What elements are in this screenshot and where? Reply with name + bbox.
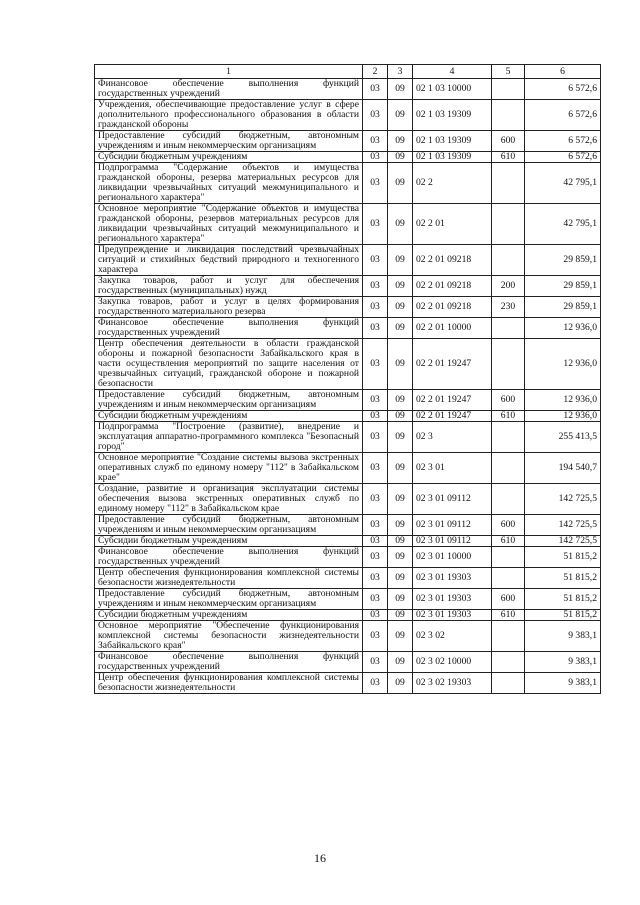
table-row bbox=[95, 131, 601, 152]
row-subsection-code: 09 bbox=[388, 390, 413, 411]
row-expense-type-code bbox=[492, 547, 525, 568]
table-row bbox=[95, 621, 601, 652]
row-section-code: 03 bbox=[363, 276, 388, 297]
row-name: Финансовое обеспечение выполнения функций государственных учреждений bbox=[95, 318, 363, 339]
row-section-code: 03 bbox=[363, 515, 388, 536]
row-subsection-code: 09 bbox=[388, 411, 413, 422]
row-expense-type-code: 600 bbox=[492, 390, 525, 411]
row-name: Субсидии бюджетным учреждениям bbox=[95, 610, 363, 621]
row-section-code: 03 bbox=[363, 339, 388, 390]
row-section-code: 03 bbox=[363, 204, 388, 245]
table-row bbox=[95, 568, 601, 589]
row-name: Закупка товаров, работ и услуг для обеспечения государственных (муниципальных) нужд bbox=[95, 276, 363, 297]
row-expense-type-code: 610 bbox=[492, 536, 525, 547]
row-expense-type-code bbox=[492, 100, 525, 131]
row-name: Финансовое обеспечение выполнения функций государственных учреждений bbox=[95, 79, 363, 100]
row-subsection-code: 09 bbox=[388, 453, 413, 484]
table-row bbox=[95, 245, 601, 276]
row-target-article-code: 02 1 03 10000 bbox=[413, 79, 492, 100]
row-target-article-code: 02 3 01 bbox=[413, 453, 492, 484]
row-name: Создание, развитие и организация эксплуатации системы обеспечения вызова экстренных оперативных служб по единому номеру "112" в Забайкальском крае bbox=[95, 484, 363, 515]
row-subsection-code: 09 bbox=[388, 673, 413, 694]
row-target-article-code: 02 2 01 19247 bbox=[413, 339, 492, 390]
row-amount: 194 540,7 bbox=[525, 453, 601, 484]
row-section-code: 03 bbox=[363, 163, 388, 204]
row-subsection-code: 09 bbox=[388, 589, 413, 610]
row-subsection-code: 09 bbox=[388, 245, 413, 276]
row-target-article-code: 02 2 01 09218 bbox=[413, 276, 492, 297]
row-section-code: 03 bbox=[363, 536, 388, 547]
row-amount: 29 859,1 bbox=[525, 276, 601, 297]
row-amount: 12 936,0 bbox=[525, 318, 601, 339]
row-expense-type-code bbox=[492, 163, 525, 204]
row-name: Учреждения, обеспечивающие предоставление услуг в сфере дополнительного профессионального образования в области гражданской обороны bbox=[95, 100, 363, 131]
table-row bbox=[95, 652, 601, 673]
row-subsection-code: 09 bbox=[388, 79, 413, 100]
row-target-article-code: 02 3 01 10000 bbox=[413, 547, 492, 568]
row-name: Центр обеспечения функционирования комплексной системы безопасности жизнедеятельности bbox=[95, 673, 363, 694]
table-row bbox=[95, 100, 601, 131]
table-row bbox=[95, 589, 601, 610]
row-subsection-code: 09 bbox=[388, 152, 413, 163]
row-name: Финансовое обеспечение выполнения функций государственных учреждений bbox=[95, 652, 363, 673]
row-expense-type-code bbox=[492, 245, 525, 276]
row-subsection-code: 09 bbox=[388, 422, 413, 453]
row-expense-type-code: 610 bbox=[492, 610, 525, 621]
row-target-article-code: 02 3 02 19303 bbox=[413, 673, 492, 694]
row-target-article-code: 02 1 03 19309 bbox=[413, 152, 492, 163]
row-amount: 142 725,5 bbox=[525, 515, 601, 536]
row-target-article-code: 02 2 01 19247 bbox=[413, 411, 492, 422]
table-row bbox=[95, 204, 601, 245]
row-expense-type-code bbox=[492, 568, 525, 589]
table-row bbox=[95, 79, 601, 100]
table-row bbox=[95, 484, 601, 515]
row-target-article-code: 02 2 01 bbox=[413, 204, 492, 245]
row-expense-type-code bbox=[492, 621, 525, 652]
table-row bbox=[95, 390, 601, 411]
row-name: Подпрограмма "Построение (развитие), внедрение и эксплуатация аппаратно-программного комплекса "Безопасный город" bbox=[95, 422, 363, 453]
header-col-2: 2 bbox=[363, 65, 388, 79]
header-col-4: 4 bbox=[413, 65, 492, 79]
row-subsection-code: 09 bbox=[388, 621, 413, 652]
table-row bbox=[95, 610, 601, 621]
row-target-article-code: 02 2 bbox=[413, 163, 492, 204]
table-row bbox=[95, 422, 601, 453]
row-amount: 12 936,0 bbox=[525, 411, 601, 422]
row-section-code: 03 bbox=[363, 152, 388, 163]
row-section-code: 03 bbox=[363, 453, 388, 484]
row-name: Закупка товаров, работ и услуг в целях формирования государственного материального резерва bbox=[95, 297, 363, 318]
row-expense-type-code bbox=[492, 453, 525, 484]
row-target-article-code: 02 3 01 19303 bbox=[413, 610, 492, 621]
row-amount: 255 413,5 bbox=[525, 422, 601, 453]
table-row bbox=[95, 318, 601, 339]
row-amount: 12 936,0 bbox=[525, 339, 601, 390]
table-row bbox=[95, 453, 601, 484]
row-expense-type-code: 600 bbox=[492, 515, 525, 536]
row-expense-type-code bbox=[492, 673, 525, 694]
row-target-article-code: 02 3 01 09112 bbox=[413, 484, 492, 515]
row-subsection-code: 09 bbox=[388, 339, 413, 390]
row-amount: 51 815,2 bbox=[525, 568, 601, 589]
row-name: Основное мероприятие "Содержание объектов и имущества гражданской обороны, резервов материальных ресурсов для ликвидации чрезвычайных ситуаций межмуниципального и регионального характера" bbox=[95, 204, 363, 245]
table-body bbox=[95, 79, 601, 694]
row-expense-type-code: 230 bbox=[492, 297, 525, 318]
row-subsection-code: 09 bbox=[388, 163, 413, 204]
row-amount: 9 383,1 bbox=[525, 621, 601, 652]
row-expense-type-code bbox=[492, 422, 525, 453]
row-target-article-code: 02 3 01 09112 bbox=[413, 515, 492, 536]
row-expense-type-code: 600 bbox=[492, 589, 525, 610]
table-row bbox=[95, 536, 601, 547]
row-amount: 51 815,2 bbox=[525, 589, 601, 610]
row-name: Предоставление субсидий бюджетным, автономным учреждениям и иным некоммерческим организациям bbox=[95, 589, 363, 610]
row-section-code: 03 bbox=[363, 652, 388, 673]
table-row bbox=[95, 163, 601, 204]
row-amount: 42 795,1 bbox=[525, 204, 601, 245]
row-section-code: 03 bbox=[363, 568, 388, 589]
row-target-article-code: 02 3 bbox=[413, 422, 492, 453]
row-section-code: 03 bbox=[363, 100, 388, 131]
row-subsection-code: 09 bbox=[388, 100, 413, 131]
row-section-code: 03 bbox=[363, 422, 388, 453]
row-target-article-code: 02 3 01 09112 bbox=[413, 536, 492, 547]
row-section-code: 03 bbox=[363, 547, 388, 568]
row-section-code: 03 bbox=[363, 673, 388, 694]
row-section-code: 03 bbox=[363, 484, 388, 515]
row-expense-type-code bbox=[492, 204, 525, 245]
row-subsection-code: 09 bbox=[388, 297, 413, 318]
table-row bbox=[95, 673, 601, 694]
row-amount: 29 859,1 bbox=[525, 245, 601, 276]
row-subsection-code: 09 bbox=[388, 131, 413, 152]
table-row bbox=[95, 515, 601, 536]
row-name: Финансовое обеспечение выполнения функций государственных учреждений bbox=[95, 547, 363, 568]
row-target-article-code: 02 2 01 09218 bbox=[413, 245, 492, 276]
table-row bbox=[95, 276, 601, 297]
row-subsection-code: 09 bbox=[388, 568, 413, 589]
table-row bbox=[95, 297, 601, 318]
row-expense-type-code bbox=[492, 339, 525, 390]
row-subsection-code: 09 bbox=[388, 318, 413, 339]
page-number: 16 bbox=[314, 851, 326, 865]
header-col-6: 6 bbox=[525, 65, 601, 79]
row-target-article-code: 02 2 01 19247 bbox=[413, 390, 492, 411]
row-section-code: 03 bbox=[363, 245, 388, 276]
row-target-article-code: 02 2 01 09218 bbox=[413, 297, 492, 318]
row-target-article-code: 02 1 03 19309 bbox=[413, 100, 492, 131]
row-expense-type-code: 610 bbox=[492, 152, 525, 163]
row-subsection-code: 09 bbox=[388, 536, 413, 547]
table-row bbox=[95, 411, 601, 422]
row-section-code: 03 bbox=[363, 411, 388, 422]
row-amount: 9 383,1 bbox=[525, 673, 601, 694]
row-name: Предоставление субсидий бюджетным, автономным учреждениям и иным некоммерческим организациям bbox=[95, 390, 363, 411]
row-expense-type-code bbox=[492, 652, 525, 673]
row-name: Основное мероприятие "Создание системы вызова экстренных оперативных служб по единому номеру "112" в Забайкальском крае" bbox=[95, 453, 363, 484]
row-amount: 9 383,1 bbox=[525, 652, 601, 673]
row-amount: 29 859,1 bbox=[525, 297, 601, 318]
row-target-article-code: 02 3 02 bbox=[413, 621, 492, 652]
row-target-article-code: 02 3 02 10000 bbox=[413, 652, 492, 673]
row-subsection-code: 09 bbox=[388, 204, 413, 245]
row-name: Субсидии бюджетным учреждениям bbox=[95, 411, 363, 422]
row-name: Основное мероприятие "Обеспечение функционирования комплексной системы безопасности жизнедеятельности Забайкальского края" bbox=[95, 621, 363, 652]
row-section-code: 03 bbox=[363, 390, 388, 411]
row-expense-type-code: 200 bbox=[492, 276, 525, 297]
row-section-code: 03 bbox=[363, 131, 388, 152]
row-name: Предоставление субсидий бюджетным, автономным учреждениям и иным некоммерческим организациям bbox=[95, 515, 363, 536]
row-target-article-code: 02 2 01 10000 bbox=[413, 318, 492, 339]
row-name: Подпрограмма "Содержание объектов и имущества гражданской обороны, резерва материальных ресурсов для ликвидации чрезвычайных ситуаций межмуниципального и регионального характера" bbox=[95, 163, 363, 204]
row-subsection-code: 09 bbox=[388, 547, 413, 568]
row-name: Центр обеспечения деятельности в области гражданской обороны и пожарной безопасности Забайкальского края в части осуществления мероприятий по защите населения от чрезвычайных ситуаций, гражданской обороне и пожарной безопасности bbox=[95, 339, 363, 390]
header-col-5: 5 bbox=[492, 65, 525, 79]
row-name: Предупреждение и ликвидация последствий чрезвычайных ситуаций и стихийных бедствий природного и техногенного характера bbox=[95, 245, 363, 276]
row-amount: 6 572,6 bbox=[525, 79, 601, 100]
header-col-1: 1 bbox=[95, 65, 363, 79]
row-section-code: 03 bbox=[363, 79, 388, 100]
row-amount: 42 795,1 bbox=[525, 163, 601, 204]
row-section-code: 03 bbox=[363, 589, 388, 610]
row-expense-type-code bbox=[492, 79, 525, 100]
row-target-article-code: 02 3 01 19303 bbox=[413, 568, 492, 589]
row-target-article-code: 02 1 03 19309 bbox=[413, 131, 492, 152]
row-section-code: 03 bbox=[363, 297, 388, 318]
row-amount: 12 936,0 bbox=[525, 390, 601, 411]
header-col-3: 3 bbox=[388, 65, 413, 79]
row-name: Центр обеспечения функционирования комплексной системы безопасности жизнедеятельности bbox=[95, 568, 363, 589]
row-expense-type-code bbox=[492, 318, 525, 339]
row-expense-type-code bbox=[492, 484, 525, 515]
row-name: Субсидии бюджетным учреждениям bbox=[95, 536, 363, 547]
row-amount: 6 572,6 bbox=[525, 100, 601, 131]
table-row bbox=[95, 152, 601, 163]
table-row bbox=[95, 547, 601, 568]
row-subsection-code: 09 bbox=[388, 652, 413, 673]
row-amount: 51 815,2 bbox=[525, 547, 601, 568]
table-header-row bbox=[95, 65, 601, 79]
row-expense-type-code: 600 bbox=[492, 131, 525, 152]
row-amount: 142 725,5 bbox=[525, 484, 601, 515]
row-amount: 142 725,5 bbox=[525, 536, 601, 547]
row-amount: 6 572,6 bbox=[525, 131, 601, 152]
row-section-code: 03 bbox=[363, 610, 388, 621]
row-target-article-code: 02 3 01 19303 bbox=[413, 589, 492, 610]
row-name: Субсидии бюджетным учреждениям bbox=[95, 152, 363, 163]
row-subsection-code: 09 bbox=[388, 610, 413, 621]
row-name: Предоставление субсидий бюджетным, автономным учреждениям и иным некоммерческим организациям bbox=[95, 131, 363, 152]
row-section-code: 03 bbox=[363, 621, 388, 652]
budget-table bbox=[94, 64, 601, 694]
row-expense-type-code: 610 bbox=[492, 411, 525, 422]
row-subsection-code: 09 bbox=[388, 484, 413, 515]
row-amount: 51 815,2 bbox=[525, 610, 601, 621]
table-row bbox=[95, 339, 601, 390]
row-amount: 6 572,6 bbox=[525, 152, 601, 163]
row-section-code: 03 bbox=[363, 318, 388, 339]
row-subsection-code: 09 bbox=[388, 515, 413, 536]
row-subsection-code: 09 bbox=[388, 276, 413, 297]
